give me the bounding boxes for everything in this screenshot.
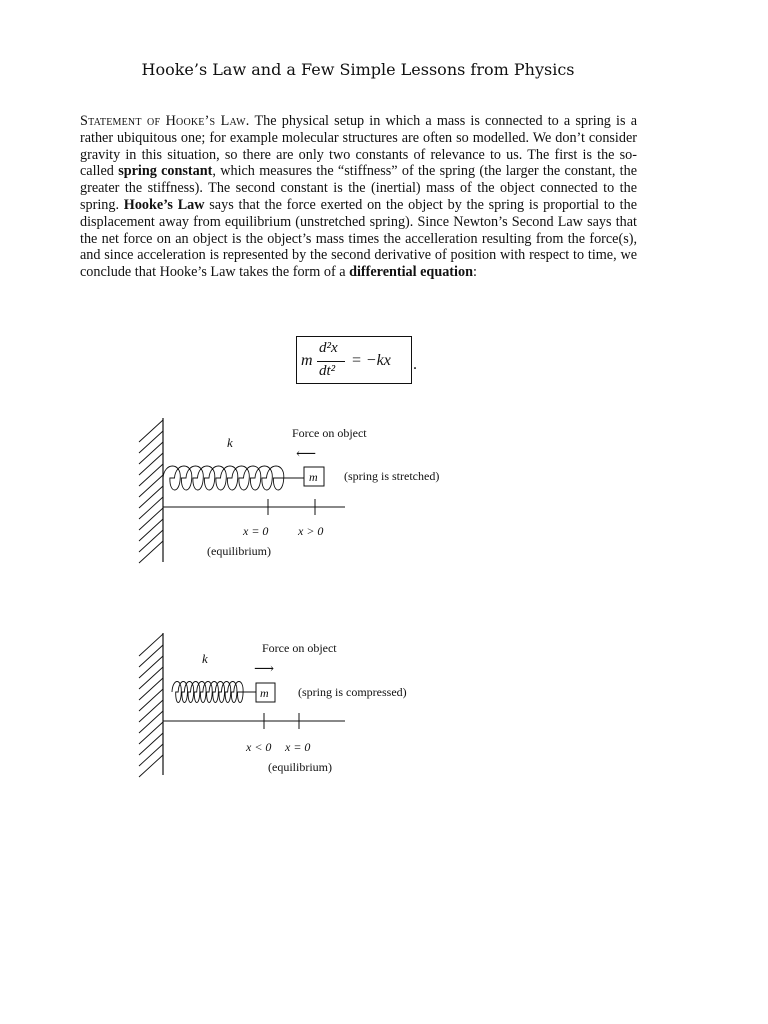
mass-label: m: [309, 470, 318, 484]
hatch-mark: [139, 711, 163, 733]
spring-coil-compressed: [172, 682, 243, 703]
force-arrow-right-icon: ⟶: [254, 662, 275, 677]
spring-constant-label: k: [202, 651, 208, 666]
mass-label: m: [260, 686, 269, 700]
hatch-mark: [139, 755, 163, 777]
paragraph-text-4: :: [472, 264, 477, 281]
hatch-mark: [139, 722, 163, 744]
paragraph-text-1: The physical setup in which a mass is connected to a spring is a rather ubiquitous one; for example molecular structures are often so modelled. We don’t consider gravity in this situation, so there are only two constants of relevance to us. The first is the so-called: [80, 113, 637, 180]
hatch-mark: [139, 733, 163, 755]
equation-mass: m: [301, 352, 313, 369]
force-label: Force on object: [262, 641, 337, 655]
state-caption: (spring is compressed): [298, 685, 407, 699]
hatch-mark: [139, 656, 163, 678]
hatch-mark: [139, 431, 163, 453]
equation-numerator: d²x: [319, 340, 338, 356]
force-arrow-left-icon: ⟵: [296, 447, 317, 462]
term-hookes-law: Hooke’s Law: [123, 196, 205, 213]
paragraph-text-3: says that the force exerted on the object by the spring is proportial to the displacement away from equilibrium (unstretched spring). Since Newton’s Second Law says that the net force on an object is the object’s mass times the accelleration resulting from the force(s), and since acceleration is represented by the second derivative of position with respect to time, we conclude that Hooke’s Law takes the form of a: [80, 196, 638, 281]
tick-label-1: x < 0: [246, 740, 272, 754]
wall-hatching: [139, 420, 163, 563]
hatch-mark: [139, 645, 163, 667]
diagram-compressed: [139, 633, 407, 777]
equilibrium-label: (equilibrium): [268, 760, 332, 774]
state-caption: (spring is stretched): [344, 469, 440, 483]
hatch-mark: [139, 667, 163, 689]
hatch-mark: [139, 475, 163, 497]
hatch-mark: [139, 508, 163, 530]
hatch-mark: [139, 464, 163, 486]
term-differential-equation: differential equation: [349, 264, 473, 281]
equilibrium-label: (equilibrium): [207, 544, 271, 558]
equation-rhs: = −kx: [351, 352, 391, 369]
diagram-stretched: [139, 418, 439, 563]
hatch-mark: [139, 497, 163, 519]
hatch-mark: [139, 442, 163, 464]
hatch-mark: [139, 744, 163, 766]
hatch-mark: [139, 486, 163, 508]
hatch-mark: [139, 541, 163, 563]
wall-hatching: [139, 634, 163, 777]
hatch-mark: [139, 700, 163, 722]
spring-coil-stretched: [163, 466, 284, 490]
tick-label-1: x = 0: [243, 524, 269, 538]
paragraph-text-2: , which measures the “stiffness” of the spring (the larger the constant, the greater the stiffness). The second constant is the (inertial) mass of the object connected to the spring.: [80, 163, 637, 213]
equation-denominator: dt²: [319, 363, 336, 379]
hatch-mark: [139, 689, 163, 711]
hatch-mark: [139, 420, 163, 442]
hatch-mark: [139, 519, 163, 541]
title-text: Hooke’s Law and a Few Simple Lessons from Physics: [141, 60, 575, 79]
tick-label-2: x = 0: [285, 740, 311, 754]
hatch-mark: [139, 530, 163, 552]
hatch-mark: [139, 678, 163, 700]
tick-label-2: x > 0: [298, 524, 324, 538]
hatch-mark: [139, 453, 163, 475]
spring-constant-label: k: [227, 435, 233, 450]
equation-period: .: [413, 356, 417, 373]
force-label: Force on object: [292, 426, 367, 440]
hatch-mark: [139, 634, 163, 656]
term-spring-constant: spring constant: [118, 163, 213, 180]
section-heading: Statement of Hooke’s Law.: [80, 113, 250, 129]
